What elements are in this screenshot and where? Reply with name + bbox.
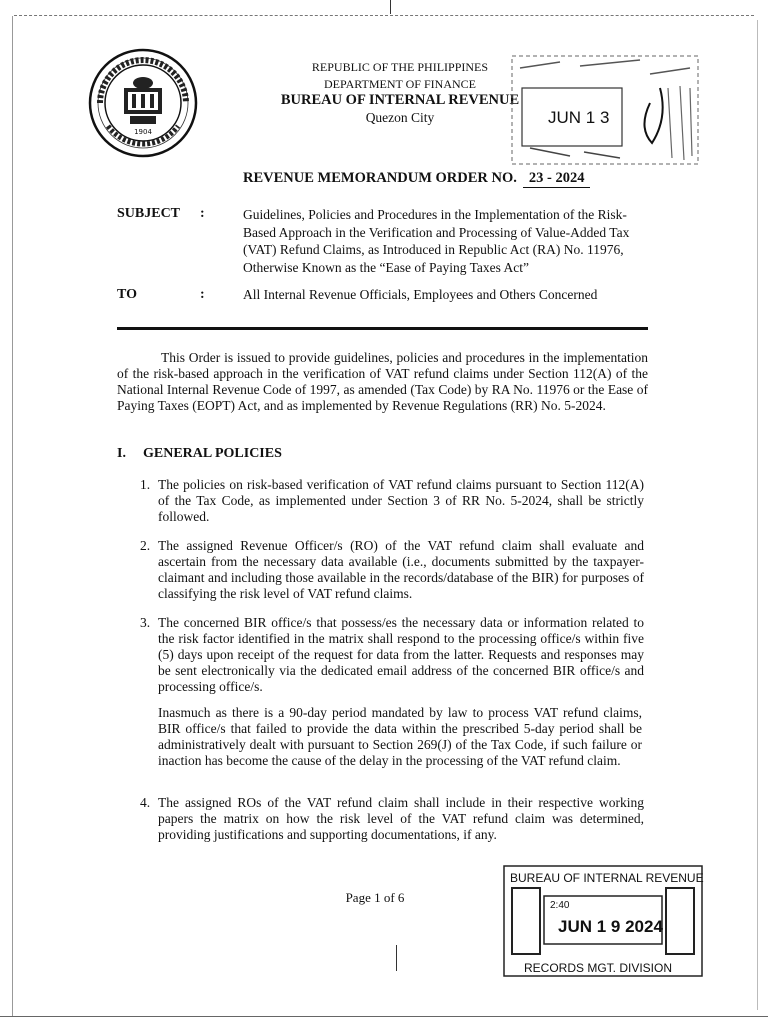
scan-edge-top: [14, 15, 754, 16]
subject-label: SUBJECT: [117, 206, 181, 221]
stamp-bottom-time: 2:40: [550, 900, 570, 911]
scan-edge-left: [12, 16, 13, 1016]
stamp-top-date: JUN 1 3: [548, 108, 610, 127]
order-label: REVENUE MEMORANDUM ORDER NO.: [243, 170, 517, 186]
stamp-bottom-top: BUREAU OF INTERNAL REVENUE: [510, 871, 704, 885]
list-item-text: The policies on risk-based verification of VAT refund claims pursuant to Section 112(A) of the Tax Code, as implemented under Section 3 of RR No. 5-2024, shall be strictly followed.: [158, 477, 644, 524]
to-text: All Internal Revenue Officials, Employees and Others Concerned: [243, 287, 598, 302]
to-colon: :: [200, 287, 205, 302]
list-item-text: The assigned Revenue Officer/s (RO) of the VAT refund claim shall evaluate and ascertain from the necessary data available (i.e., documents submitted by the taxpayer-claimant and including those available in the records/database of the BIR) for purposes of classifying the risk level of VAT refund claims.: [158, 538, 644, 601]
header-republic: REPUBLIC OF THE PHILIPPINES: [311, 60, 489, 74]
scan-edge-bottom: [0, 1016, 768, 1017]
list-item-subparagraph: Inasmuch as there is a 90-day period mandated by law to process VAT refund claims, BIR office/s that failed to provide the data within the prescribed 5-day period shall be administratively dealt with pursuant to Section 269(J) of the Tax Code, if such failure or inaction has become the cause of the delay in the processing of the VAT refund claim.: [158, 705, 642, 768]
section-title: GENERAL POLICIES: [143, 446, 282, 461]
list-item: [140, 477, 644, 525]
list-item-number: 3.: [140, 615, 151, 630]
list-item-number: 1.: [140, 477, 151, 492]
received-stamp-bottom: [500, 862, 706, 980]
header-bureau: BUREAU OF INTERNAL REVENUE: [280, 92, 520, 108]
list-item: [140, 615, 644, 695]
list-item: [140, 795, 644, 843]
list-item-text: The concerned BIR office/s that possess/es the necessary data or information related to the risk factor identified in the matrix shall respond to the processing office/s within five (5) days upon receipt of the request for data from the latter. Requests and responses may be sent electronically via the dedicated email address of the concerned BIR office/s and processing office/s.: [158, 615, 644, 694]
intro-paragraph: This Order is issued to provide guidelines, policies and procedures in the implementation of the risk-based approach in the verification of VAT refund claims under Section 112(A) of the National Internal Revenue Code of 1997, as amended (Tax Code) by RA No. 11976 or the Ease of Paying Taxes (EOPT) Act, and as implemented by Revenue Regulations (RR) No. 5-2024.: [117, 350, 648, 413]
section-number: I.: [117, 446, 126, 461]
scan-mark: [390, 0, 391, 14]
bir-seal-icon: [88, 48, 198, 158]
list-item: [140, 538, 644, 602]
stamp-bottom-date: JUN 1 9 2024: [558, 917, 663, 936]
stamp-bottom-division: RECORDS MGT. DIVISION: [524, 961, 673, 975]
order-number: 23 - 2024: [523, 170, 591, 188]
list-item-number: 4.: [140, 795, 151, 810]
subject-colon: :: [200, 206, 205, 221]
header-department: DEPARTMENT OF FINANCE: [324, 77, 476, 91]
section-heading: [117, 446, 282, 462]
scan-mark: [396, 945, 397, 971]
seal-year: 1904: [134, 128, 152, 136]
header-city: Quezon City: [365, 110, 435, 125]
header-divider: [117, 327, 648, 330]
scan-edge-right: [757, 20, 758, 1010]
page-number: Page 1 of 6: [345, 890, 405, 905]
received-stamp-top: [500, 48, 705, 176]
list-item-number: 2.: [140, 538, 151, 553]
to-label: TO: [117, 287, 137, 302]
order-title: [243, 170, 590, 188]
list-item-text: The assigned ROs of the VAT refund claim shall include in their respective working papers the matrix on how the risk level of the VAT refund claim was determined, providing justifications and supporting documentations, if any.: [158, 795, 644, 842]
subject-text: Guidelines, Policies and Procedures in the Implementation of the Risk-Based Approach in the Verification and Processing of Value-Added Tax (VAT) Refund Claims, as Introduced in Republic Act (RA) No. 11976, Otherwise Known as the “Ease of Paying Taxes Act”: [243, 207, 630, 275]
